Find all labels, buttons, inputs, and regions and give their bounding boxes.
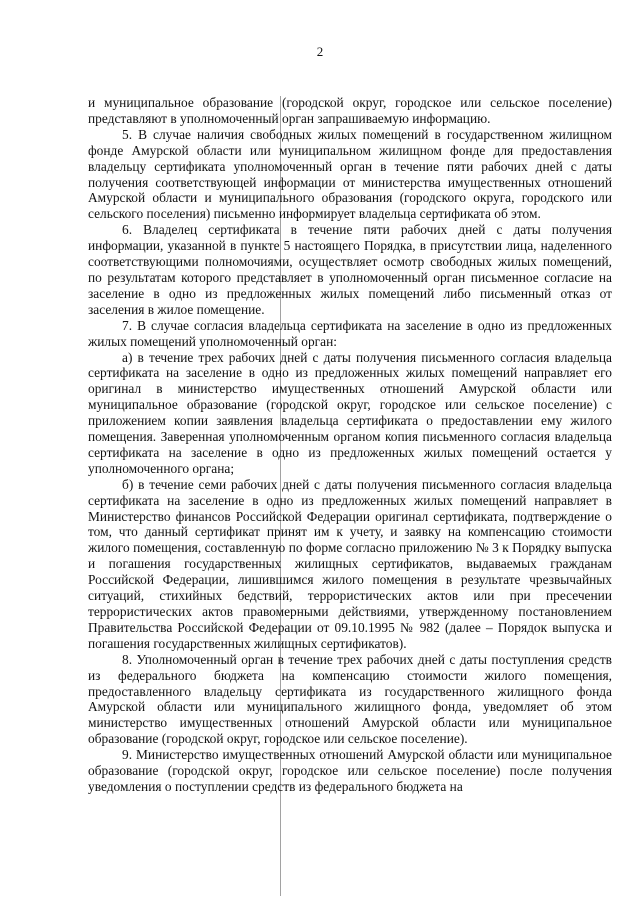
paragraph: и муниципальное образование (городской округ, городское или сельское поселение) представляют в уполномоченный орган запрашиваемую информацию. xyxy=(88,95,612,126)
paragraph: 5. В случае наличия свободных жилых помещений в государственном жилищном фонде Амурской области или муниципальном жилищном фонде для предоставления владельцу сертификата уполномоченный орган в течение пяти рабочих дней с даты получения соответствующей информации от министерства имущественных отношений Амурской области и муниципального образования (городского округа, городского или сельского поселения) письменно информирует владельца сертификата об этом. xyxy=(88,126,612,222)
paragraph: а) в течение трех рабочих дней с даты получения письменного согласия владельца сертификата на заселение в одно из предложенных жилых помещений направляет его оригинал в министерство имущественных отношений Амурской области или муниципальное образование (городской округ, городское или сельское поселение) с приложением копии заявления владельца сертификата о предоставлении ему жилого помещения. Заверенная уполномоченным органом копия письменного согласия владельца сертификата на заселение в одно из предложенных жилых помещений остается у уполномоченного органа; xyxy=(88,349,612,476)
document-body xyxy=(88,95,612,795)
paragraph: 6. Владелец сертификата в течение пяти рабочих дней с даты получения информации, указанной в пункте 5 настоящего Порядка, в присутствии лица, наделенного соответствующими полномочиями, осуществляет осмотр свободных жилых помещений, по результатам которого представляет в уполномоченный орган письменное согласие на заселение в одно из предложенных жилых помещений либо письменный отказ от заселения в жилое помещение. xyxy=(88,222,612,317)
paragraph: 7. В случае согласия владельца сертификата на заселение в одно из предложенных жилых помещений уполномоченный орган: xyxy=(88,317,612,349)
page-number: 2 xyxy=(316,44,324,59)
paragraph: 9. Министерство имущественных отношений Амурской области или муниципальное образование (городской округ, городское или сельское поселение) после получения уведомления о поступлении средств из федерального бюджета на xyxy=(88,747,612,794)
paragraph: 8. Уполномоченный орган в течение трех рабочих дней с даты поступления средств из федерального бюджета на компенсацию стоимости жилого помещения, предоставленного владельцу сертификата из государственного жилищного фонда Амурской области или муниципального жилищного фонда, уведомляет об этом министерство имущественных отношений Амурской области или муниципальное образование (городской округ, городское или сельское поселение). xyxy=(88,651,612,747)
paragraph: б) в течение семи рабочих дней с даты получения письменного согласия владельца сертификата на заселение в одно из предложенных жилых помещений направляет в Министерство финансов Российской Федерации оригинал сертификата, подтверждение о том, что данный сертификат принят им к учету, и заявку на компенсацию стоимости жилого помещения, составленную по форме согласно приложению № 3 к Порядку выпуска и погашения государственных жилищных сертификатов, выдаваемых гражданам Российской Федерации, лишившимся жилого помещения в результате чрезвычайных ситуаций, стихийных бедствий, террористических актов или при пресечении террористических актов правомерными действиями, утвержденному постановлением Правительства Российской Федерации от 09.10.1995 № 982 (далее – Порядок выпуска и погашения государственных жилищных сертификатов). xyxy=(88,476,612,651)
